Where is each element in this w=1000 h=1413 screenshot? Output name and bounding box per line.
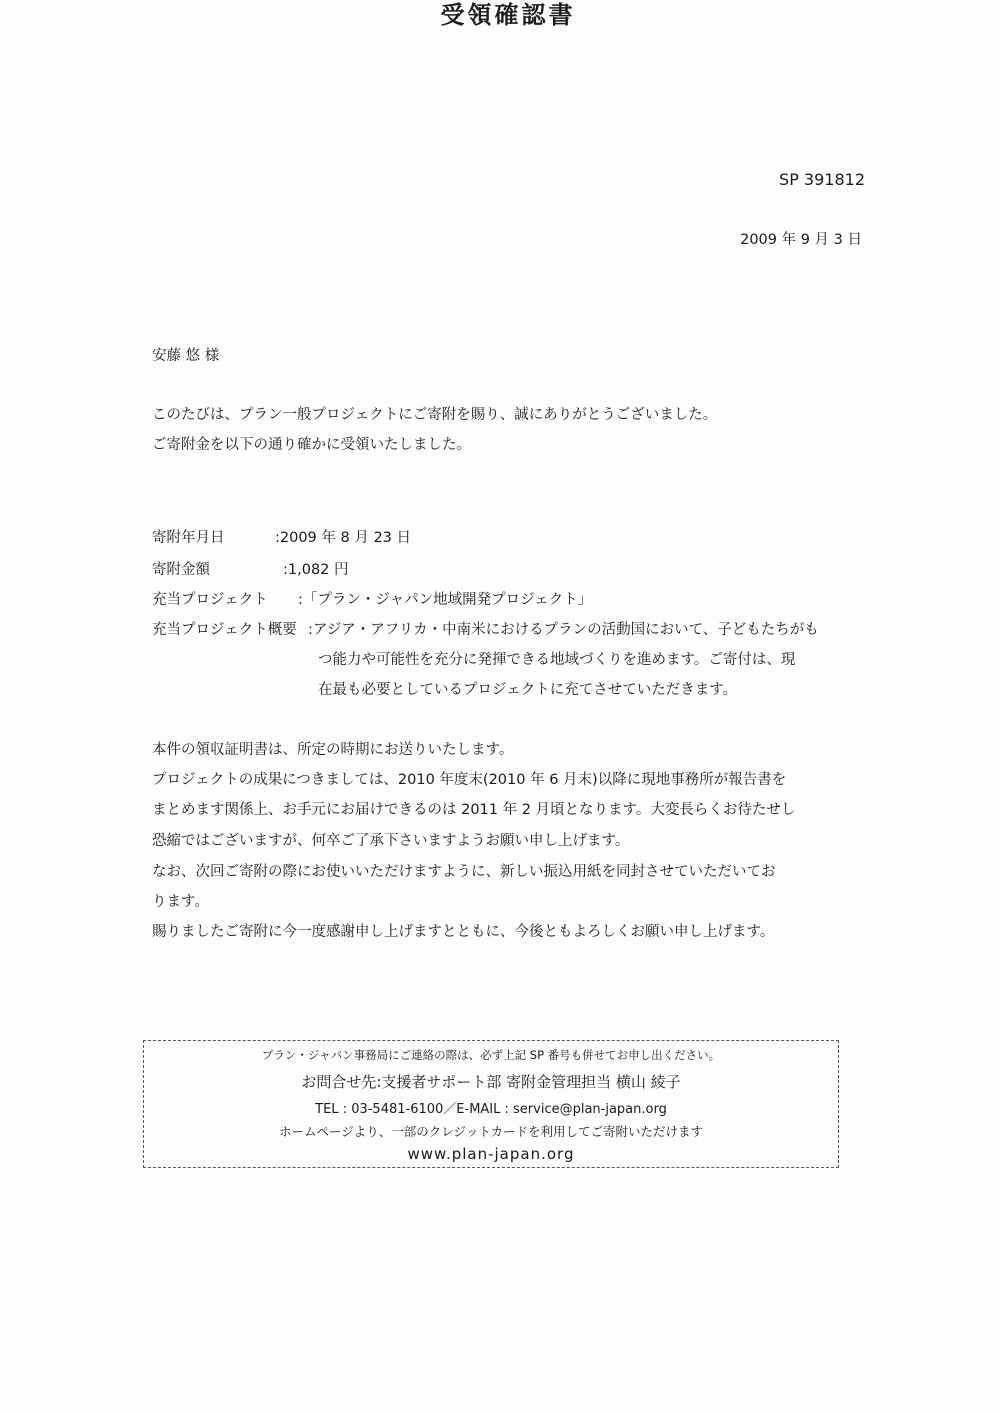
contact-tel-email: TEL : 03-5481-6100／E-MAIL : service@plan-japan.org	[315, 1102, 667, 1117]
field-label: 充当プロジェクト	[152, 592, 268, 608]
body-line: 恐縮ではございますが、何卒ご了承下さいますようお願い申し上げます。	[152, 833, 630, 849]
body-line: プロジェクトの成果につきましては、2010 年度末(2010 年 6 月末)以降に現地事務所が報告書を	[152, 772, 787, 788]
field-value: :アジア・アフリカ・中南米におけるプランの活動国において、子どもたちがも	[308, 622, 819, 638]
body-line: まとめます関係上、お手元にお届けできるのは 2011 年 2 月頃となります。大変長らくお待たせし	[152, 802, 796, 818]
body-line: 賜りましたご寄附に今一度感謝申し上げますとともに、今後ともよろしくお願い申し上げます。	[152, 924, 775, 940]
summary-line: 在最も必要としているプロジェクトに充てさせていただきます。	[318, 682, 738, 698]
intro-line: このたびは、プラン一般プロジェクトにご寄附を賜り、誠にありがとうございました。	[152, 407, 718, 423]
field-label: 寄附年月日	[152, 530, 225, 546]
field-value: :1,082 円	[283, 562, 349, 578]
summary-line: つ能力や可能性を充分に発揮できる地域づくりを進めます。ご寄付は、現	[318, 652, 796, 668]
issue-date: 2009 年 9 月 3 日	[740, 232, 862, 248]
homepage-note: ホームページより、一部のクレジットカードを利用してご寄附いただけます	[278, 1124, 704, 1139]
body-line: 本件の領収証明書は、所定の時期にお送りいたします。	[152, 742, 514, 758]
website-url: www.plan-japan.org	[407, 1145, 575, 1163]
body-line: ります。	[152, 894, 209, 910]
document-title: 受領確認書	[440, 1, 576, 29]
contact-box	[143, 1040, 839, 1168]
contact-person: お問合せ先:支援者サポート部 寄附金管理担当 横山 綾子	[301, 1073, 681, 1091]
field-label: 充当プロジェクト概要	[152, 622, 297, 638]
body-line: なお、次回ご寄附の際にお使いいただけますように、新しい振込用紙を同封させていただいてお	[152, 864, 776, 880]
reference-number: SP 391812	[779, 170, 865, 189]
recipient-name: 安藤 悠 様	[152, 348, 220, 364]
field-value: :「プラン・ジャパン地域開発プロジェクト」	[298, 592, 593, 608]
field-label: 寄附金額	[152, 562, 210, 578]
contact-note: プラン・ジャパン事務局にご連絡の際は、必ず上記 SP 番号も併せてお申し出ください。	[261, 1048, 721, 1062]
field-value: :2009 年 8 月 23 日	[275, 530, 412, 546]
intro-line: ご寄附金を以下の通り確かに受領いたしました。	[152, 437, 471, 453]
